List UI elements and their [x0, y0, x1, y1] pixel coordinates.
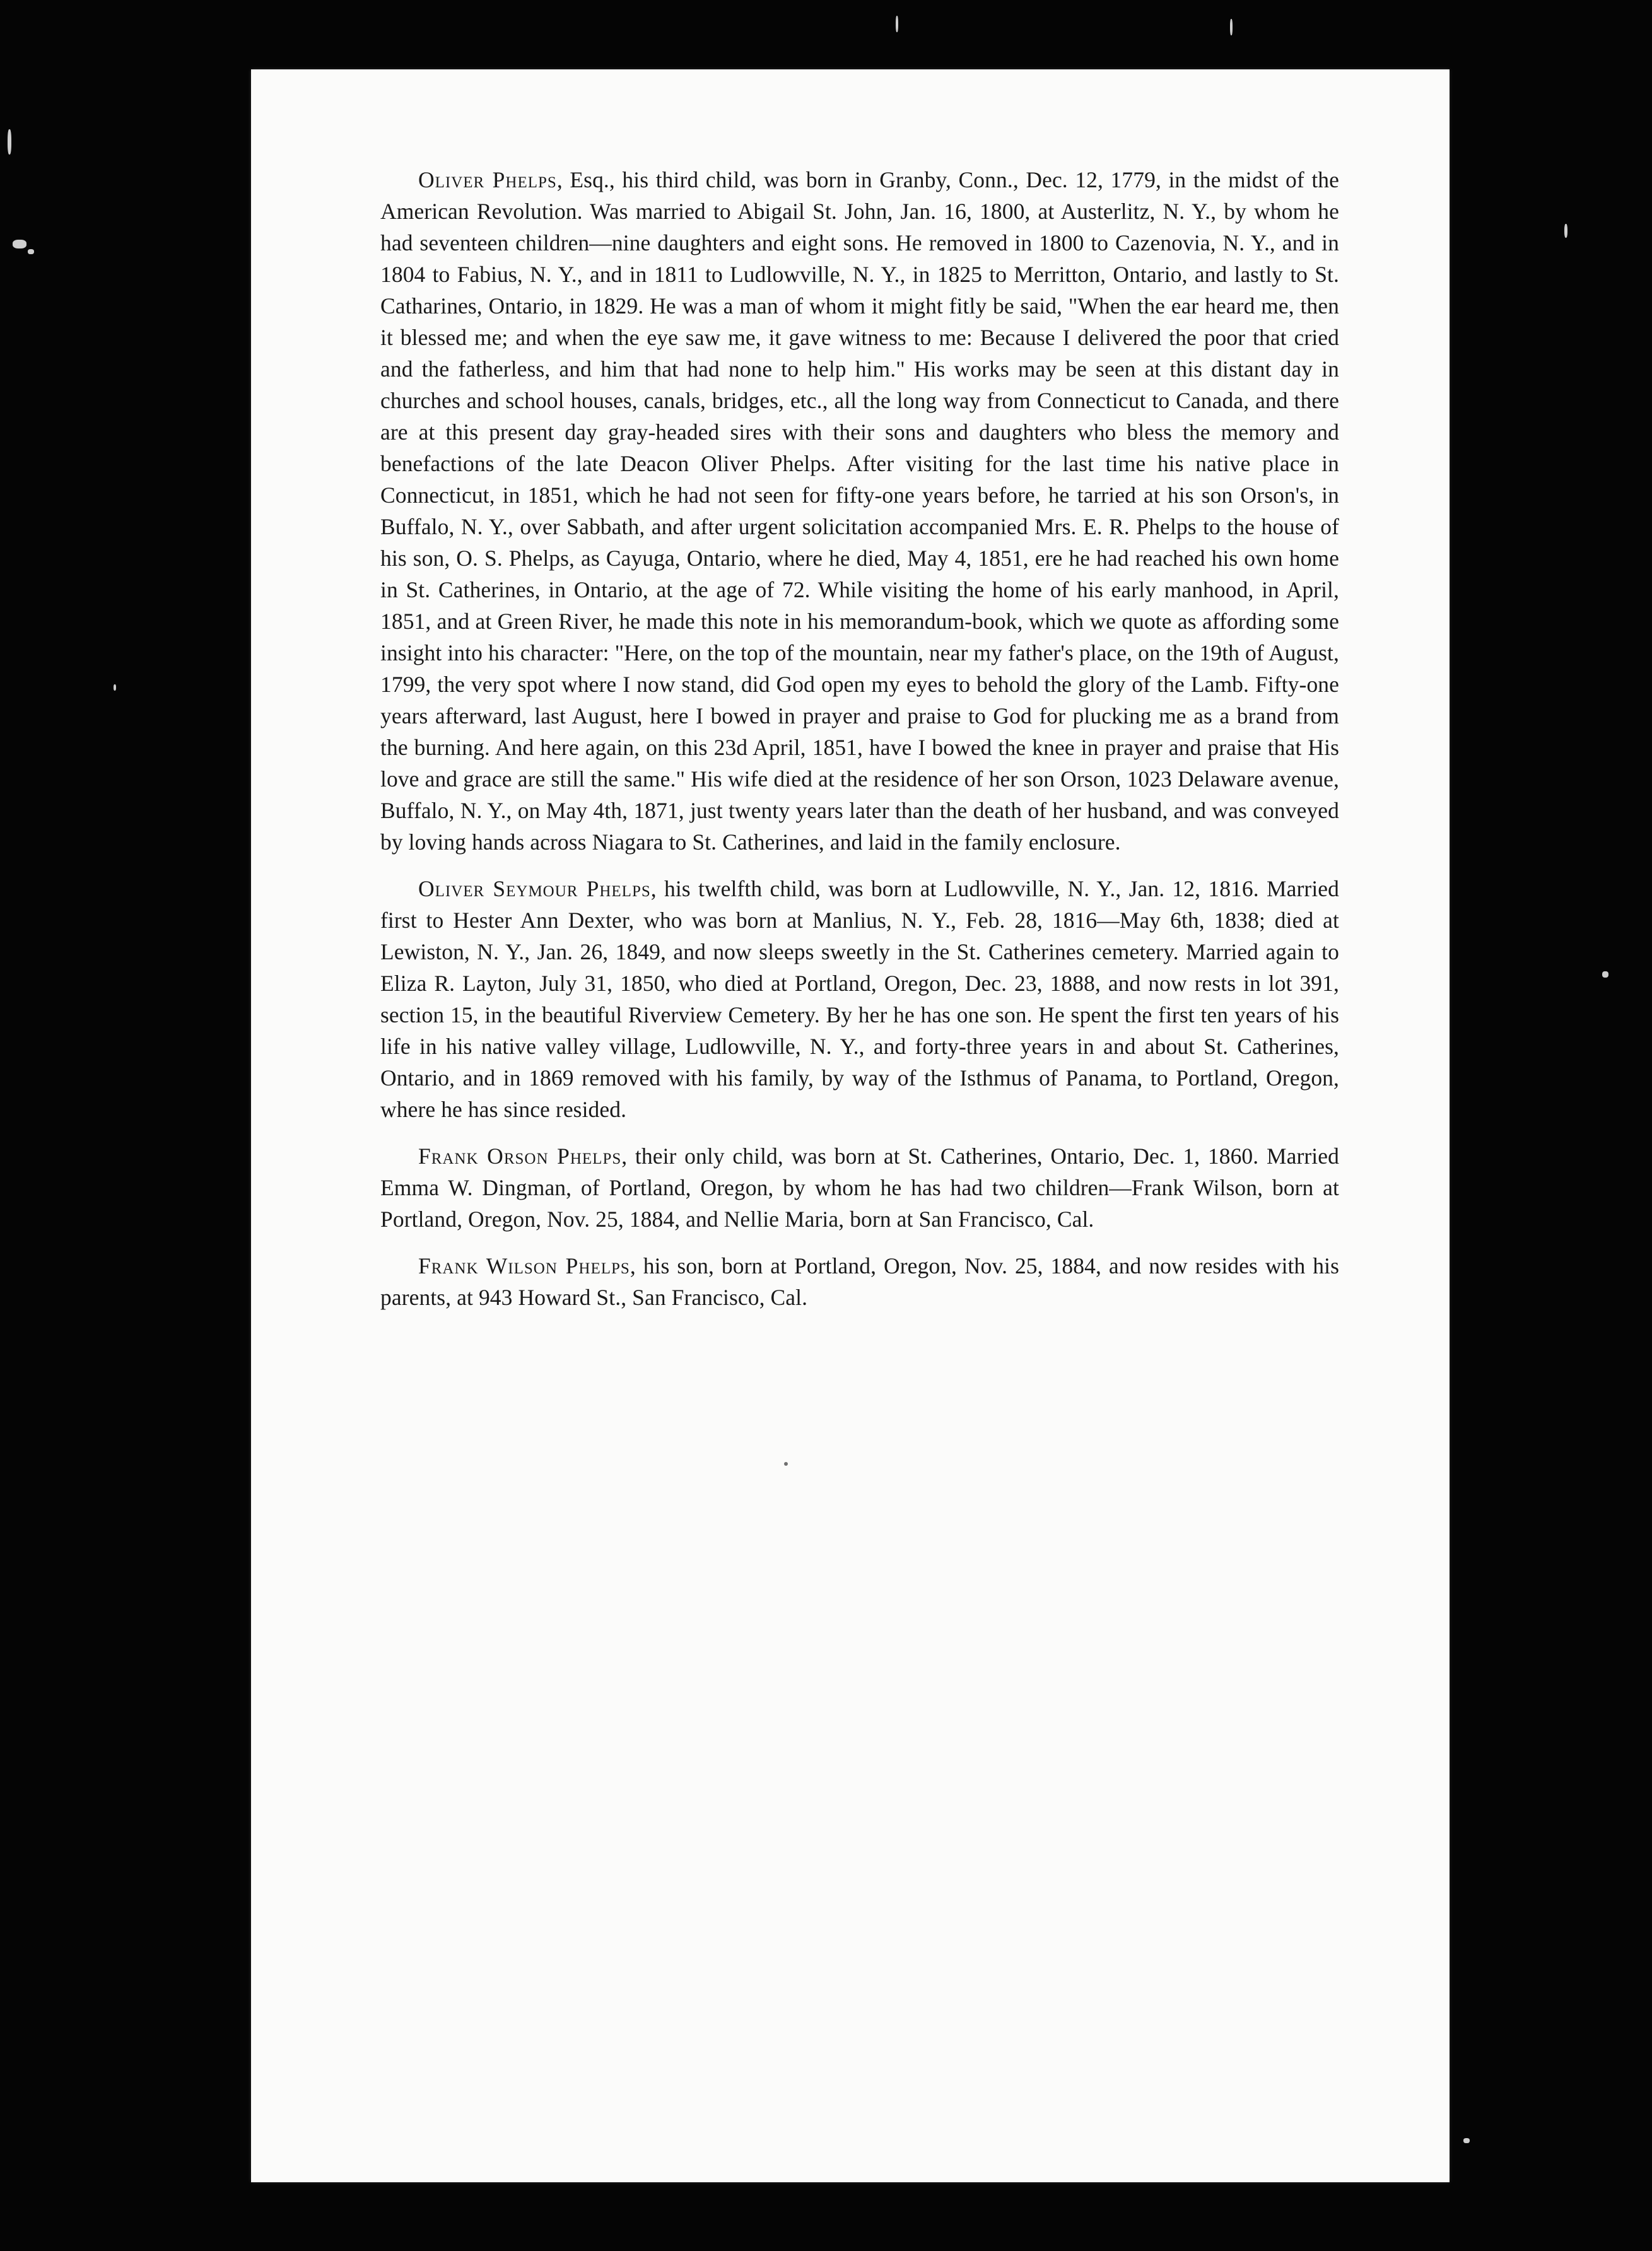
document-page: [251, 69, 1450, 2182]
paragraph-lead-name: Oliver Seymour Phelps: [418, 876, 651, 901]
scan-noise-mark: [1602, 971, 1608, 978]
paragraph-oliver-seymour-phelps: [380, 873, 1339, 1125]
scan-noise-mark: [896, 16, 898, 32]
paragraph-text: , their only child, was born at St. Catherines, Ontario, Dec. 1, 1860. Married Emma W. Dingman, of Portland, Oregon, by whom he has had two children—Frank Wilson, born at Portland, Oregon, Nov. 25, 1884, and Nellie Maria, born at San Francisco, Cal.: [380, 1143, 1339, 1232]
paragraph-frank-wilson-phelps: [380, 1250, 1339, 1313]
stray-ink-dot: [784, 1462, 788, 1466]
paragraph-text: , his son, born at Portland, Oregon, Nov. 25, 1884, and now resides with his parents, at 943 Howard St., San Francisco, Cal.: [380, 1253, 1339, 1310]
scan-noise-mark: [1230, 19, 1233, 35]
paragraph-text: , his twelfth child, was born at Ludlowville, N. Y., Jan. 12, 1816. Married first to Hester Ann Dexter, who was born at Manlius, N. Y., Feb. 28, 1816—May 6th, 1838; died at Lewiston, N. Y., Jan. 26, 1849, and now sleeps sweetly in the St. Catherines cemetery. Married again to Eliza R. Layton, July 31, 1850, who died at Portland, Oregon, Dec. 23, 1888, and now rests in lot 391, section 15, in the beautiful Riverview Cemetery. By her he has one son. He spent the first ten years of his life in his native valley village, Ludlowville, N. Y., and forty-three years in and about St. Catherines, Ontario, and in 1869 removed with his family, by way of the Isthmus of Panama, to Portland, Oregon, where he has since resided.: [380, 876, 1339, 1122]
paragraph-lead-name: Frank Wilson Phelps: [418, 1253, 630, 1278]
scan-noise-mark: [13, 240, 26, 248]
document-body: [380, 164, 1339, 1328]
scan-noise-mark: [28, 249, 34, 254]
paragraph-frank-orson-phelps: [380, 1140, 1339, 1235]
paragraph-oliver-phelps: [380, 164, 1339, 858]
paragraph-text: , Esq., his third child, was born in Granby, Conn., Dec. 12, 1779, in the midst of the American Revolution. Was married to Abigail St. John, Jan. 16, 1800, at Austerlitz, N. Y., by whom he had seventeen children—nine daughters and eight sons. He removed in 1800 to Cazenovia, N. Y., and in 1804 to Fabius, N. Y., and in 1811 to Ludlowville, N. Y., in 1825 to Merritton, Ontario, and lastly to St. Catharines, Ontario, in 1829. He was a man of whom it might fitly be said, "When the ear heard me, then it blessed me; and when the eye saw me, it gave witness to me: Because I delivered the poor that cried and the fatherless, and him that had none to help him." His works may be seen at this distant day in churches and school houses, canals, bridges, etc., all the long way from Connecticut to Canada, and there are at this present day gray-headed sires with their sons and daughters who bless the memory and benefactions of the late Deacon Oliver Phelps. After visiting for the last time his native place in Connecticut, in 1851, which he had not seen for fifty-one years before, he tarried at his son Orson's, in Buffalo, N. Y., over Sabbath, and after urgent solicitation accompanied Mrs. E. R. Phelps to the house of his son, O. S. Phelps, as Cayuga, Ontario, where he died, May 4, 1851, ere he had reached his own home in St. Catherines, in Ontario, at the age of 72. While visiting the home of his early manhood, in April, 1851, and at Green River, he made this note in his memorandum-book, which we quote as affording some insight into his character: "Here, on the top of the mountain, near my father's place, on the 19th of August, 1799, the very spot where I now stand, did God open my eyes to behold the glory of the Lamb. Fifty-one years afterward, last August, here I bowed in prayer and praise to God for plucking me as a brand from the burning. And here again, on this 23d April, 1851, have I bowed the knee in prayer and praise that His love and grace are still the same." His wife died at the residence of her son Orson, 1023 Delaware avenue, Buffalo, N. Y., on May 4th, 1871, just twenty years later than the death of her husband, and was conveyed by loving hands across Niagara to St. Catherines, and laid in the family enclosure.: [380, 167, 1339, 855]
scan-noise-mark: [1564, 224, 1567, 238]
paragraph-lead-name: Frank Orson Phelps: [418, 1143, 622, 1169]
paragraph-lead-name: Oliver Phelps: [418, 167, 557, 192]
scan-noise-mark: [1463, 2138, 1470, 2143]
scan-noise-mark: [114, 684, 116, 691]
scan-noise-mark: [8, 129, 11, 155]
